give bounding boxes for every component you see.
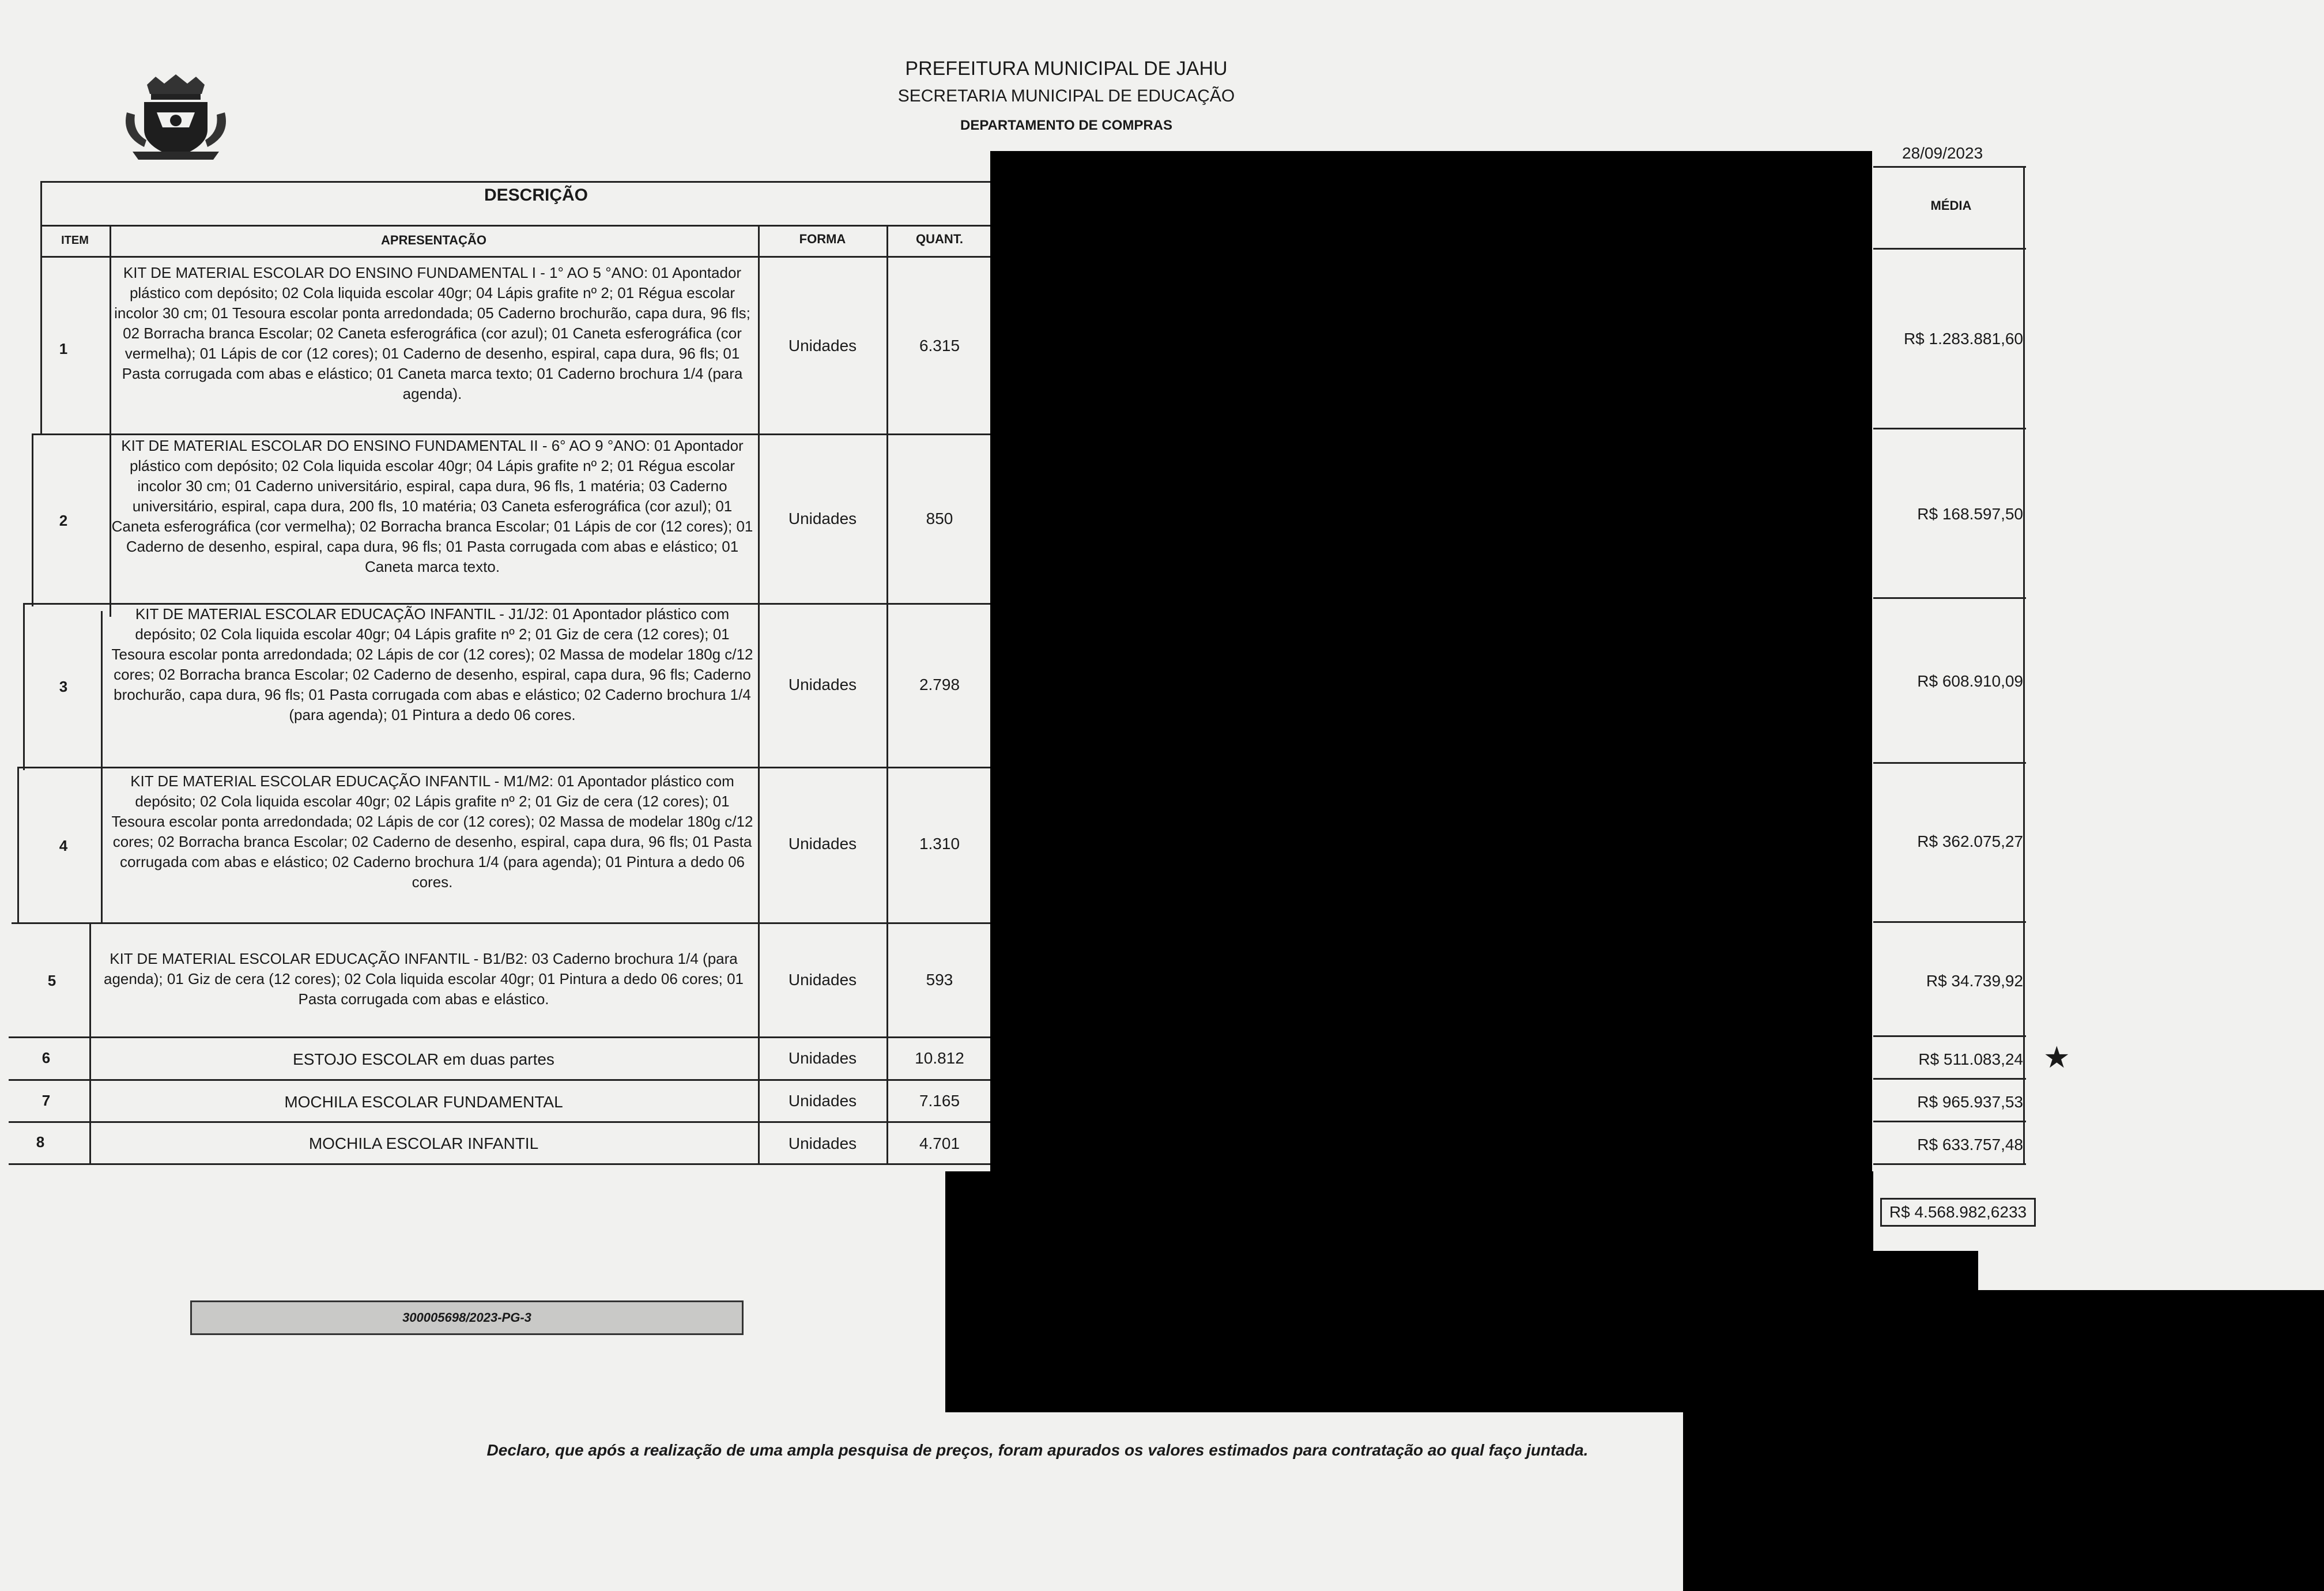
- item-quant: 1.310: [919, 835, 960, 853]
- col-header-media: MÉDIA: [1930, 198, 1972, 213]
- item-media: R$ 362.075,27: [1917, 832, 2023, 850]
- item-media: R$ 965.937,53: [1917, 1093, 2023, 1111]
- item-quant: 6.315: [919, 337, 960, 355]
- redaction-block: [1683, 1411, 2324, 1591]
- item-number: 7: [42, 1092, 51, 1109]
- item-quant: 10.812: [915, 1049, 964, 1067]
- desc-group-header: DESCRIÇÃO: [484, 186, 588, 205]
- item-number: 6: [42, 1049, 51, 1066]
- col-header-apresentacao: APRESENTAÇÃO: [381, 233, 486, 247]
- handwritten-star-icon: ★: [2043, 1041, 2070, 1075]
- item-media: R$ 34.739,92: [1926, 972, 2023, 990]
- item-media: R$ 1.283.881,60: [1903, 330, 2023, 348]
- col-header-item: ITEM: [61, 234, 89, 247]
- item-number: 4: [59, 837, 68, 854]
- item-description: MOCHILA ESCOLAR FUNDAMENTAL: [284, 1093, 563, 1111]
- item-media: R$ 168.597,50: [1917, 505, 2023, 523]
- item-forma: Unidades: [788, 1134, 857, 1152]
- item-description: KIT DE MATERIAL ESCOLAR EDUCAÇÃO INFANTIL - J1/J2: 01 Apontador plástico com depósito; 02 Cola liquida escolar 40gr; 04 Lápis grafite nº 2; 01 Giz de cera (12 cores); 01 Tesoura escolar ponta arredondada; 02 Lápis de cor (12 cores); 02 Massa de modelar 180g c/12 cores; 02 Borracha branca Escolar; 02 Caderno de desenho, espiral, capa dura, 96 fls; Caderno brochurão, capa dura, 96 fls; 01 Pasta corrugada com abas e elástico; 02 Caderno brochura 1/4 (para agenda); 01 Pintura a dedo 06 cores.: [111, 605, 753, 723]
- item-forma: Unidades: [788, 971, 857, 989]
- coat-of-arms-icon: [121, 72, 231, 164]
- item-quant: 593: [926, 971, 953, 989]
- col-header-quant: QUANT.: [916, 232, 963, 246]
- item-media: R$ 608.910,09: [1917, 672, 2023, 690]
- item-media: R$ 511.083,24: [1918, 1050, 2023, 1068]
- item-description: KIT DE MATERIAL ESCOLAR DO ENSINO FUNDAMENTAL II - 6° AO 9 °ANO: 01 Apontador plástico com depósito; 02 Cola liquida escolar 40gr; 04 Lápis grafite nº 2; 01 Régua escolar incolor 30 cm; 01 Caderno universitário, espiral, capa dura, 96 fls, 1 matéria; 03 Caderno universitário, espiral, capa dura, 200 fls, 10 matéria; 03 Caneta esferográfica (cor azul); 01 Caneta esferográfica (cor vermelha); 02 Borracha branca Escolar; 01 Lápis de cor (12 cores); 01 Caderno de desenho, espiral, capa dura, 96 fls; 01 Pasta corrugada com abas e elástico; 01 Caneta marca texto.: [111, 437, 753, 575]
- item-number: 3: [59, 678, 68, 695]
- item-description: KIT DE MATERIAL ESCOLAR EDUCAÇÃO INFANTIL - M1/M2: 01 Apontador plástico com depósito; 02 Cola liquida escolar 40gr; 02 Lápis grafite nº 2; 01 Giz de cera (12 cores); 01 Tesoura escolar ponta arredondada; 02 Lápis de cor (12 cores); 02 Massa de modelar 180g c/12 cores; 02 Borracha branca Escolar; 02 Caderno de desenho, espiral, capa dura, 96 fls; 01 Pasta corrugada com abas e elástico; 02 Caderno brochura 1/4 (para agenda); 01 Pintura a dedo 06 cores.: [111, 772, 753, 891]
- item-number: 5: [47, 972, 56, 989]
- document-date: 28/09/2023: [1902, 144, 1983, 162]
- redaction-block: [945, 1171, 1873, 1252]
- total-value: R$ 4.568.982,6233: [1880, 1198, 2036, 1227]
- item-quant: 2.798: [919, 676, 960, 693]
- item-forma: Unidades: [788, 676, 857, 693]
- item-forma: Unidades: [788, 337, 857, 355]
- header-secretaria: SECRETARIA MUNICIPAL DE EDUCAÇÃO: [897, 86, 1235, 105]
- item-forma: Unidades: [788, 1092, 857, 1110]
- item-number: 2: [59, 512, 68, 529]
- header-title: PREFEITURA MUNICIPAL DE JAHU: [905, 58, 1228, 80]
- item-forma: Unidades: [788, 835, 857, 853]
- redaction-block: [945, 1251, 1978, 1291]
- item-description: KIT DE MATERIAL ESCOLAR DO ENSINO FUNDAMENTAL I - 1° AO 5 °ANO: 01 Apontador plástico com depósito; 02 Cola liquida escolar 40gr; 04 Lápis grafite nº 2; 01 Régua escolar incolor 30 cm; 01 Tesoura escolar ponta arredondada; 05 Caderno brochurão, capa dura, 96 fls; 02 Borracha branca Escolar; 02 Caneta esferográfica (cor azul); 01 Caneta esferográfica (cor vermelha); 01 Lápis de cor (12 cores); 01 Caderno de desenho, espiral, capa dura, 96 fls; 01 Pasta corrugada com abas e elástico; 01 Caneta marca texto; 01 Caderno brochura 1/4 (para agenda).: [114, 264, 750, 402]
- item-forma: Unidades: [788, 1049, 857, 1067]
- header-departamento: DEPARTAMENTO DE COMPRAS: [960, 118, 1172, 133]
- item-media: R$ 633.757,48: [1917, 1136, 2023, 1153]
- item-description: ESTOJO ESCOLAR em duas partes: [293, 1050, 554, 1068]
- item-number: 1: [59, 340, 68, 357]
- redaction-block: [990, 151, 1872, 1171]
- item-quant: 7.165: [919, 1092, 960, 1110]
- reference-number: 300005698/2023-PG-3: [190, 1300, 744, 1335]
- item-quant: 850: [926, 510, 953, 527]
- item-description: MOCHILA ESCOLAR INFANTIL: [308, 1134, 539, 1152]
- declaration-text: Declaro, que após a realização de uma ampla pesquisa de preços, foram apurados os valores estimados para contratação ao qual faço juntada.: [486, 1441, 1589, 1459]
- item-description: KIT DE MATERIAL ESCOLAR EDUCAÇÃO INFANTIL - B1/B2: 03 Caderno brochura 1/4 (para agenda); 01 Giz de cera (12 cores); 02 Cola liquida escolar 40gr; 01 Pintura a dedo 06 cores; 01 Pasta corrugada com abas e elástico.: [103, 950, 744, 1008]
- item-number: 8: [36, 1133, 45, 1151]
- item-forma: Unidades: [788, 510, 857, 527]
- item-quant: 4.701: [919, 1134, 960, 1152]
- col-header-forma: FORMA: [799, 232, 846, 246]
- redaction-block: [945, 1290, 2324, 1412]
